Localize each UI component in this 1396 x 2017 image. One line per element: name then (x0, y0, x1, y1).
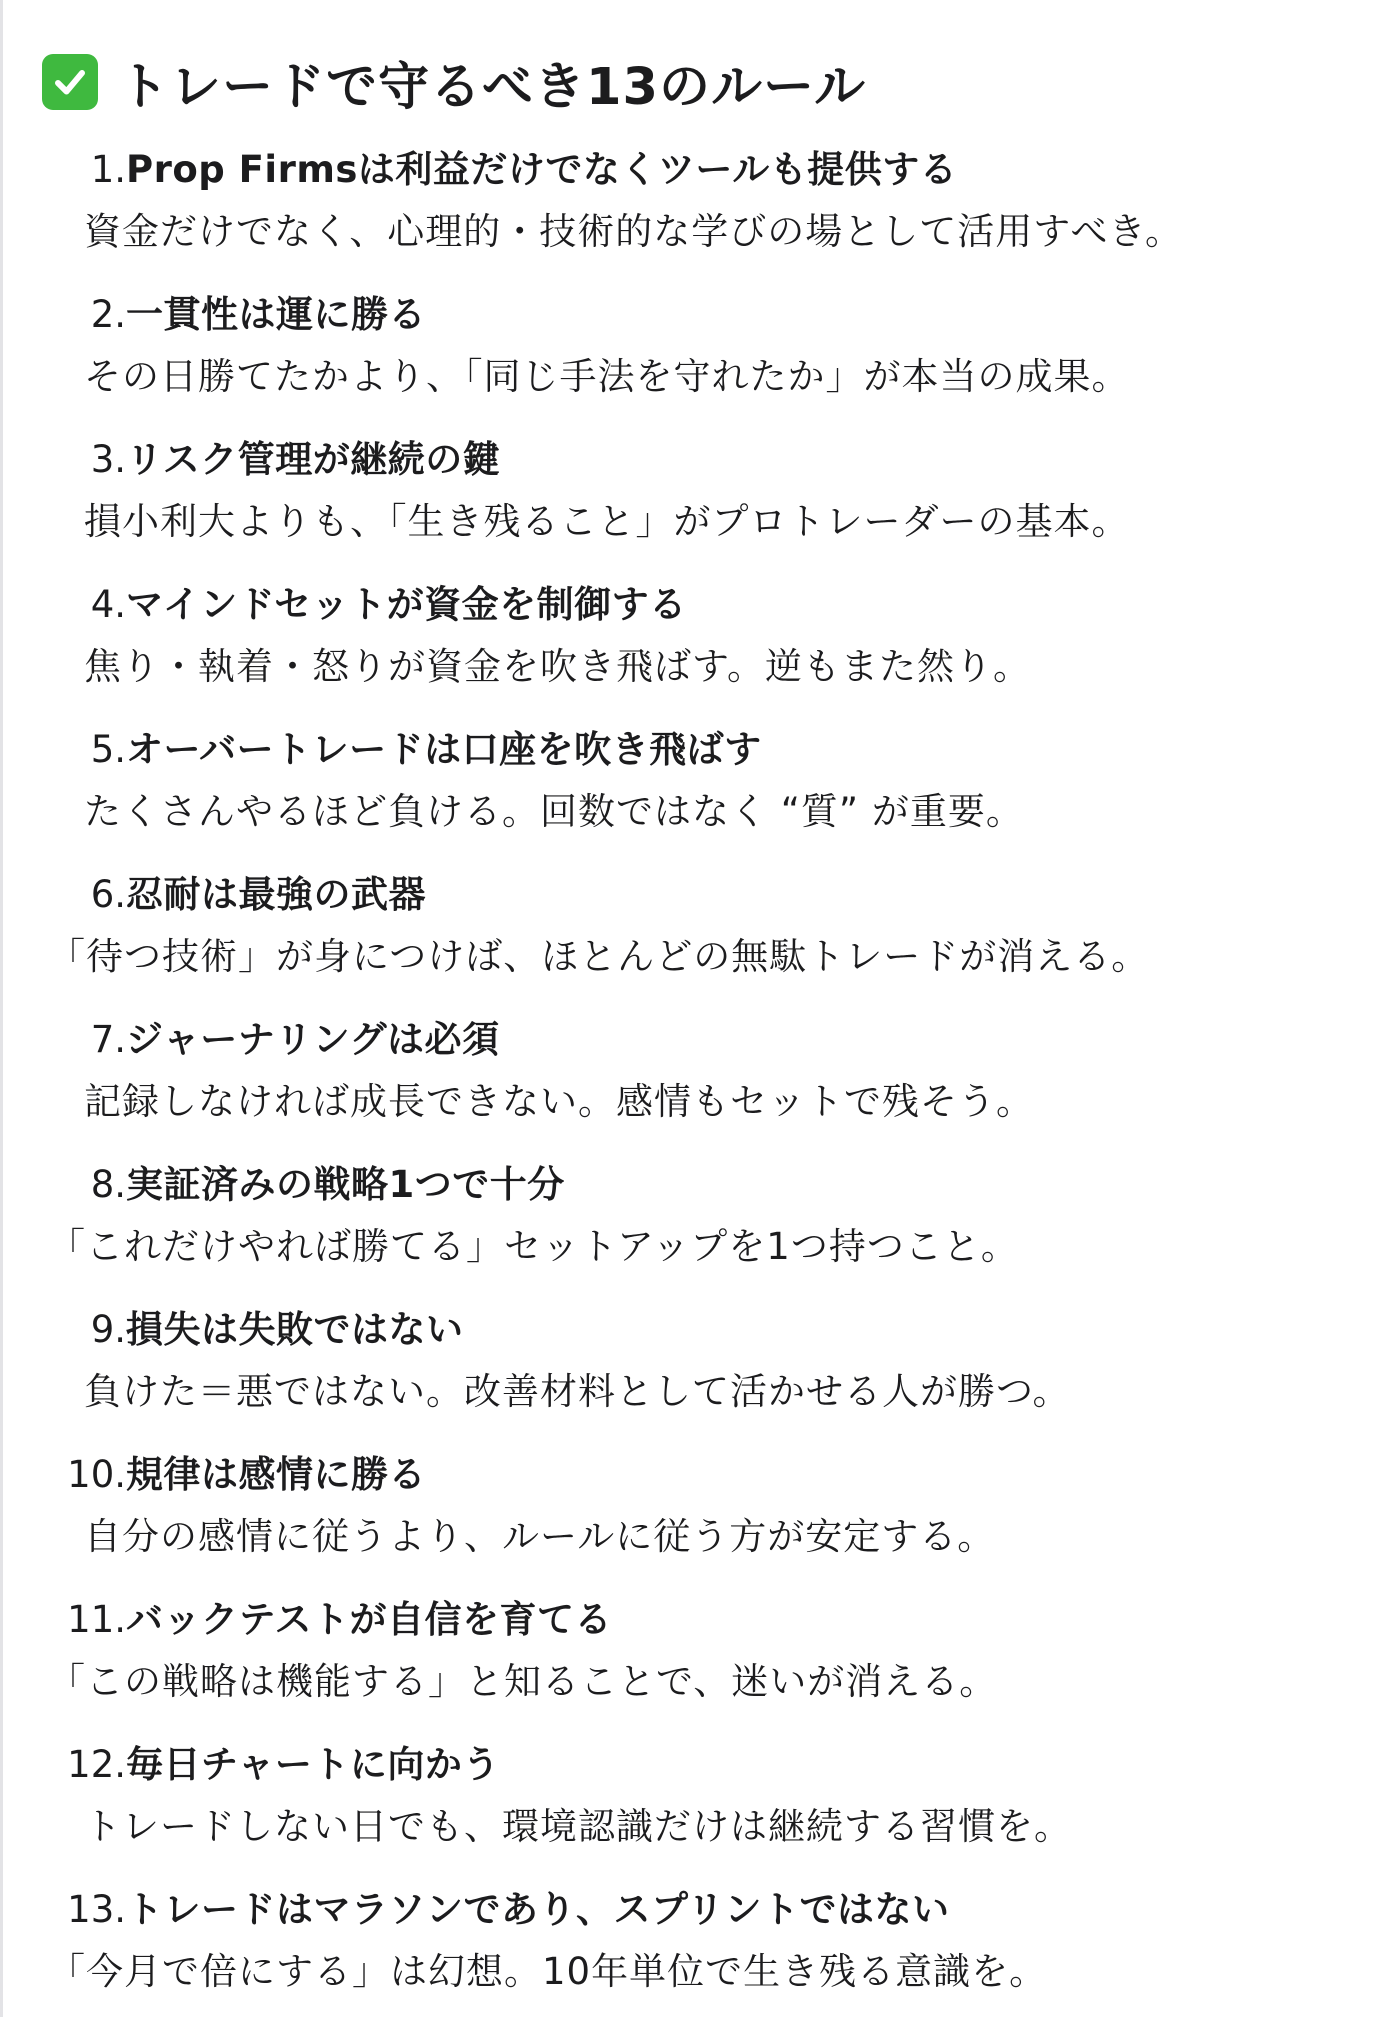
rule-number: 7. (90, 1018, 126, 1061)
rule-title-row (0, 1155, 1396, 1215)
rule-number: 5. (90, 728, 126, 771)
rule-title-row (0, 865, 1396, 925)
rule-title-row (0, 1010, 1396, 1070)
rule-description: トレードしない日でも、環境認識だけは継続する習慣を。 (84, 1805, 1072, 1848)
rule-title-row (0, 575, 1396, 635)
rule-item-12 (0, 1735, 1396, 1848)
rule-description: 記録しなければ成長できない。感情もセットで残そう。 (84, 1080, 1034, 1123)
rule-title: リスク管理が継続の鍵 (126, 438, 501, 481)
rule-title: 忍耐は最強の武器 (126, 873, 426, 916)
rule-description: 損小利大よりも、「生き残ること」がプロトレーダーの基本。 (84, 500, 1130, 543)
rule-title: オーバートレードは口座を吹き飛ばす (126, 728, 762, 771)
rule-title-row (0, 1880, 1396, 1940)
rule-title-row (0, 1735, 1396, 1795)
rule-title-row (0, 1445, 1396, 1505)
rule-description: 「これだけやれば勝てる」セットアップを1つ持つこと。 (48, 1225, 1019, 1268)
rule-item-7 (0, 1010, 1396, 1123)
rule-description: 自分の感情に従うより、ルールに従う方が安定する。 (84, 1515, 996, 1558)
rule-title: 実証済みの戦略1つで十分 (126, 1163, 565, 1206)
rule-item-3 (0, 430, 1396, 543)
rule-title: 毎日チャートに向かう (126, 1743, 500, 1786)
rule-description: 資金だけでなく、心理的・技術的な学びの場として活用すべき。 (84, 210, 1184, 253)
rule-number: 2. (90, 293, 126, 336)
rule-number: 8. (90, 1163, 126, 1206)
rule-item-13 (0, 1880, 1396, 1993)
rule-item-1 (0, 140, 1396, 253)
rule-description: 「今月で倍にする」は幻想。10年単位で生き残る意識を。 (48, 1950, 1048, 1993)
rule-item-10 (0, 1445, 1396, 1558)
rule-title: マインドセットが資金を制御する (126, 583, 687, 626)
rule-description: その日勝てたかより、「同じ手法を守れたか」が本当の成果。 (84, 355, 1130, 398)
rule-title: 損失は失敗ではない (126, 1308, 464, 1351)
rule-number: 3. (90, 438, 126, 481)
rule-title: 規律は感情に勝る (126, 1453, 426, 1496)
rule-item-6 (0, 865, 1396, 978)
rule-description: 「待つ技術」が身につけば、ほとんどの無駄トレードが消える。 (48, 935, 1150, 978)
rule-item-11 (0, 1590, 1396, 1703)
rule-item-9 (0, 1300, 1396, 1413)
rule-item-2 (0, 285, 1396, 398)
rule-description: 焦り・執着・怒りが資金を吹き飛ばす。逆もまた然り。 (84, 645, 1032, 688)
rule-title-row (0, 140, 1396, 200)
rule-description: 負けた＝悪ではない。改善材料として活かせる人が勝つ。 (84, 1370, 1071, 1413)
rule-title: Prop Firmsは利益だけでなくツールも提供する (126, 148, 958, 191)
rule-number: 1. (90, 148, 126, 191)
rule-item-8 (0, 1155, 1396, 1268)
rule-title: トレードはマラソンであり、スプリントではない (126, 1888, 950, 1931)
rule-number: 12. (67, 1743, 126, 1786)
check-mark-button-icon (42, 54, 98, 110)
page-heading (42, 44, 866, 120)
rule-number: 11. (67, 1598, 126, 1641)
rule-number: 6. (90, 873, 126, 916)
page-title: トレードで守るべき13のルール (118, 58, 866, 117)
rule-title: ジャーナリングは必須 (126, 1018, 500, 1061)
rule-title-row (0, 720, 1396, 780)
rule-description: たくさんやるほど負ける。回数ではなく “質” が重要。 (84, 790, 1024, 833)
rule-item-4 (0, 575, 1396, 688)
rule-item-5 (0, 720, 1396, 833)
rule-description: 「この戦略は機能する」と知ることで、迷いが消える。 (48, 1660, 998, 1703)
rule-number: 4. (90, 583, 126, 626)
rule-number: 10. (67, 1453, 126, 1496)
rule-title-row (0, 430, 1396, 490)
rule-title: バックテストが自信を育てる (126, 1598, 613, 1641)
rule-title-row (0, 1590, 1396, 1650)
rule-title-row (0, 1300, 1396, 1360)
rule-title-row (0, 285, 1396, 345)
rule-title: 一貫性は運に勝る (126, 293, 426, 336)
rule-number: 9. (90, 1308, 126, 1351)
rule-number: 13. (67, 1888, 126, 1931)
